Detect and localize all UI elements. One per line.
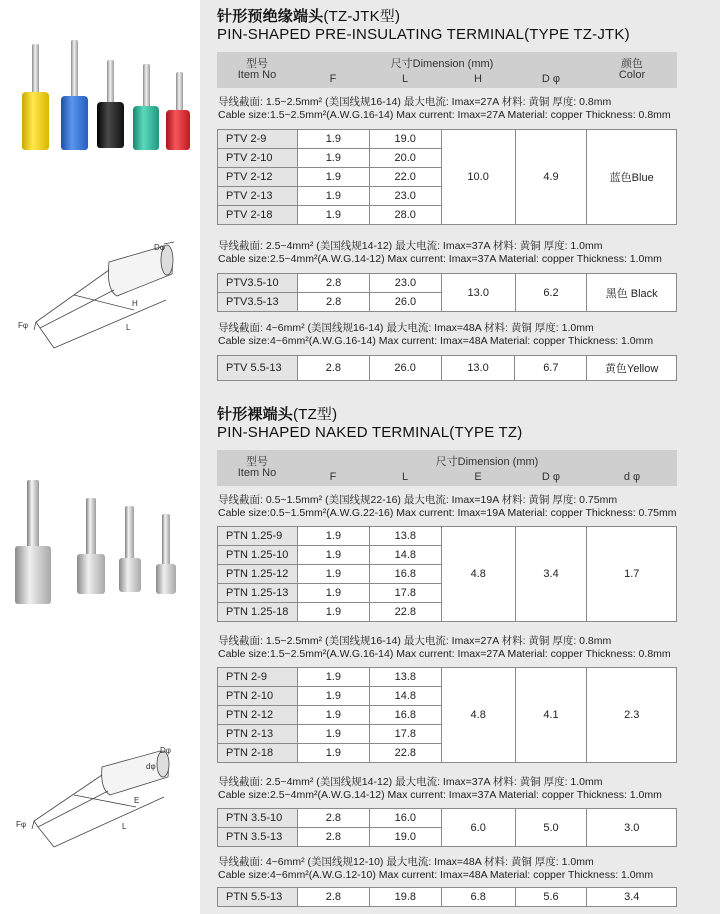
diagram-label-f2: Fφ	[16, 820, 27, 829]
l-cell: 13.8	[369, 527, 441, 546]
diagram-label-d: Dφ	[154, 243, 165, 252]
color-cell: 黑色 Black	[587, 274, 677, 312]
model-cell: PTN 1.25-9	[218, 527, 298, 546]
s2-g4-table	[217, 887, 677, 907]
s1-g2-note-cn: 导线截面: 2.5~4mm² (美国线规14-12) 最大电流: Imax=37A 材料: 黄铜 厚度: 1.0mm	[218, 240, 603, 252]
f-cell: 1.9	[297, 668, 369, 687]
header-model-en: Item No	[237, 467, 277, 479]
color-cell: 蓝色Blue	[587, 130, 677, 225]
model-cell: PTN 3.5-10	[218, 809, 298, 828]
header-col-d1: D φ	[541, 471, 561, 483]
e-cell: 4.8	[441, 668, 515, 763]
s1-g3-note-en: Cable size:4~6mm²(A.W.G.16-14) Max current: Imax=48A Material: copper Thickness: 1.0mm	[218, 335, 654, 347]
e-cell: 6.0	[441, 809, 515, 847]
f-cell: 2.8	[298, 274, 370, 293]
diagram-label-e: E	[134, 796, 140, 805]
f-cell: 1.9	[297, 187, 369, 206]
l-cell: 20.0	[369, 149, 441, 168]
s2-g2-note-cn: 导线截面: 1.5~2.5mm² (美国线规16-14) 最大电流: Imax=27A 材料: 黄铜 厚度: 0.8mm	[218, 635, 612, 647]
product-image-column	[0, 0, 200, 914]
header-col-d2: d φ	[623, 471, 641, 483]
model-cell: PTV3.5-10	[218, 274, 298, 293]
model-cell: PTV 2-9	[218, 130, 298, 149]
l-cell: 23.0	[369, 187, 441, 206]
f-cell: 1.9	[298, 527, 370, 546]
header-col-e: E	[474, 471, 482, 483]
s1-g1-note-cn: 导线截面: 1.5~2.5mm² (美国线规16-14) 最大电流: Imax=27A 材料: 黄铜 厚度: 0.8mm	[218, 96, 612, 108]
model-cell: PTN 1.25-10	[218, 546, 298, 565]
header-col-l: L	[401, 471, 409, 483]
model-cell: PTV 2-10	[218, 149, 298, 168]
d2-cell: 2.3	[587, 668, 677, 763]
diagram-label-d2: dφ	[146, 762, 156, 771]
s2-g1-table	[217, 526, 677, 622]
d2-cell: 3.0	[587, 809, 677, 847]
f-cell: 1.9	[297, 149, 369, 168]
f-cell: 2.8	[297, 356, 369, 381]
f-cell: 2.8	[297, 828, 369, 847]
table-row	[218, 888, 677, 907]
d1-cell: 5.6	[515, 888, 587, 907]
model-cell: PTN 3.5-13	[218, 828, 298, 847]
d-cell: 6.2	[515, 274, 587, 312]
d1-cell: 5.0	[515, 809, 587, 847]
header-model-cn: 型号	[246, 58, 268, 70]
model-cell: PTV 2-13	[218, 187, 298, 206]
model-cell: PTV 2-18	[218, 206, 298, 225]
f-cell: 1.9	[298, 565, 370, 584]
section1-title-cn	[217, 8, 400, 25]
diagram-label-h: H	[132, 299, 138, 308]
diagram-label-f: Fφ	[18, 321, 29, 330]
l-cell: 16.8	[369, 565, 441, 584]
l-cell: 17.8	[369, 584, 441, 603]
s1-g2-note-en: Cable size:2.5~4mm²(A.W.G.14-12) Max current: Imax=37A Material: copper Thickness: 1.0mm	[218, 253, 662, 265]
header-col-f: F	[329, 471, 337, 483]
l-cell: 19.0	[369, 828, 441, 847]
f-cell: 2.8	[297, 809, 369, 828]
model-cell: PTN 2-9	[218, 668, 298, 687]
header-col-h: H	[474, 73, 482, 85]
h-cell: 13.0	[441, 274, 515, 312]
l-cell: 14.8	[369, 546, 441, 565]
d-cell: 4.9	[515, 130, 587, 225]
d2-cell: 1.7	[587, 527, 677, 622]
insulated-terminals-photo	[10, 38, 190, 158]
f-cell: 1.9	[297, 725, 369, 744]
l-cell: 22.8	[369, 603, 441, 622]
header-color-en: Color	[618, 69, 646, 81]
d-cell: 6.7	[515, 356, 587, 381]
s1-g1-note-en: Cable size:1.5~2.5mm²(A.W.G.16-14) Max current: Imax=27A Material: copper Thickness: 0.8mm	[218, 109, 671, 121]
l-cell: 23.0	[370, 274, 442, 293]
model-cell: PTV3.5-13	[218, 293, 298, 312]
model-cell: PTN 5.5-13	[218, 888, 298, 907]
l-cell: 16.8	[369, 706, 441, 725]
d1-cell: 3.4	[515, 527, 587, 622]
s2-g1-note-en: Cable size:0.5~1.5mm²(A.W.G.22-16) Max current: Imax=19A Material: copper Thickness: 0.75mm	[218, 507, 677, 519]
header-col-l: L	[401, 73, 409, 85]
f-cell: 1.9	[298, 546, 370, 565]
s1-g3-note-cn: 导线截面: 4~6mm² (美国线规16-14) 最大电流: Imax=48A 材料: 黄铜 厚度: 1.0mm	[218, 322, 594, 334]
header-color-cn: 颜色	[621, 58, 643, 70]
header-col-f: F	[329, 73, 337, 85]
s2-g3-note-cn: 导线截面: 2.5~4mm² (美国线规14-12) 最大电流: Imax=37A 材料: 黄铜 厚度: 1.0mm	[218, 776, 603, 788]
f-cell: 2.8	[298, 293, 370, 312]
l-cell: 19.8	[369, 888, 441, 907]
f-cell: 1.9	[297, 168, 369, 187]
section2-table-header	[217, 450, 677, 486]
s2-g4-note-cn: 导线截面: 4~6mm² (美国线规12-10) 最大电流: Imax=48A 材料: 黄铜 厚度: 1.0mm	[218, 856, 594, 868]
f-cell: 1.9	[297, 206, 369, 225]
section2-title-cn-text: 针形裸端头	[217, 406, 294, 423]
l-cell: 26.0	[370, 293, 442, 312]
model-cell: PTN 2-13	[218, 725, 298, 744]
d2-cell: 3.4	[587, 888, 677, 907]
model-cell: PTV 2-12	[218, 168, 298, 187]
table-row	[218, 527, 677, 546]
table-row	[218, 356, 677, 381]
section2-title-code: (TZ型)	[293, 406, 338, 423]
s2-g4-note-en: Cable size:4~6mm²(A.W.G.12-10) Max current: Imax=48A Material: copper Thickness: 1.0mm	[218, 869, 654, 881]
header-dimension: 尺寸Dimension (mm)	[435, 456, 539, 468]
f-cell: 1.9	[297, 744, 369, 763]
l-cell: 17.8	[369, 725, 441, 744]
header-dimension: 尺寸Dimension (mm)	[390, 58, 494, 70]
s1-g2-table	[217, 273, 677, 312]
f-cell: 1.9	[297, 706, 369, 725]
header-model-en: Item No	[237, 69, 277, 81]
diagram-label-l2: L	[122, 822, 127, 831]
section1-title-code: (TZ-JTK型)	[323, 8, 401, 25]
section2-title-en: PIN-SHAPED NAKED TERMINAL(TYPE TZ)	[217, 424, 523, 441]
section2-title-cn	[217, 406, 337, 423]
insulated-terminal-diagram	[14, 240, 194, 355]
h-cell: 10.0	[441, 130, 515, 225]
f-cell: 1.9	[298, 603, 370, 622]
model-cell: PTV 5.5-13	[218, 356, 298, 381]
table-row	[218, 130, 677, 149]
d1-cell: 4.1	[515, 668, 587, 763]
l-cell: 13.8	[369, 668, 441, 687]
table-row	[218, 668, 677, 687]
diagram-label-d1: Dφ	[160, 746, 171, 755]
diagram-label-l: L	[126, 323, 131, 332]
f-cell: 1.9	[298, 584, 370, 603]
naked-terminals-photo	[10, 470, 190, 630]
s2-g1-note-cn: 导线截面: 0.5~1.5mm² (美国线规22-16) 最大电流: Imax=19A 材料: 黄铜 厚度: 0.75mm	[218, 494, 618, 506]
l-cell: 14.8	[369, 687, 441, 706]
naked-terminal-diagram	[14, 745, 194, 855]
model-cell: PTN 2-18	[218, 744, 298, 763]
color-cell: 黄色Yellow	[587, 356, 677, 381]
header-model-cn: 型号	[246, 456, 268, 468]
table-row	[218, 274, 677, 293]
l-cell: 28.0	[369, 206, 441, 225]
l-cell: 22.0	[369, 168, 441, 187]
model-cell: PTN 1.25-12	[218, 565, 298, 584]
model-cell: PTN 1.25-18	[218, 603, 298, 622]
model-cell: PTN 2-12	[218, 706, 298, 725]
s2-g3-note-en: Cable size:2.5~4mm²(A.W.G.14-12) Max current: Imax=37A Material: copper Thickness: 1.0mm	[218, 789, 662, 801]
f-cell: 2.8	[297, 888, 369, 907]
h-cell: 13.0	[441, 356, 515, 381]
model-cell: PTN 1.25-13	[218, 584, 298, 603]
s2-g2-note-en: Cable size:1.5~2.5mm²(A.W.G.16-14) Max current: Imax=27A Material: copper Thickness: 0.8mm	[218, 648, 671, 660]
s1-g3-table	[217, 355, 677, 381]
s2-g3-table	[217, 808, 677, 847]
section1-title-en: PIN-SHAPED PRE-INSULATING TERMINAL(TYPE TZ-JTK)	[217, 26, 630, 43]
f-cell: 1.9	[297, 130, 369, 149]
e-cell: 6.8	[441, 888, 515, 907]
section1-table-header	[217, 52, 677, 88]
s1-g1-table	[217, 129, 677, 225]
model-cell: PTN 2-10	[218, 687, 298, 706]
s2-g2-table	[217, 667, 677, 763]
f-cell: 1.9	[297, 687, 369, 706]
l-cell: 16.0	[369, 809, 441, 828]
table-row	[218, 809, 677, 828]
e-cell: 4.8	[441, 527, 515, 622]
section1-title-cn-text: 针形预绝缘端头	[217, 8, 324, 25]
l-cell: 19.0	[369, 130, 441, 149]
l-cell: 26.0	[369, 356, 441, 381]
header-col-d: D φ	[541, 73, 561, 85]
l-cell: 22.8	[369, 744, 441, 763]
